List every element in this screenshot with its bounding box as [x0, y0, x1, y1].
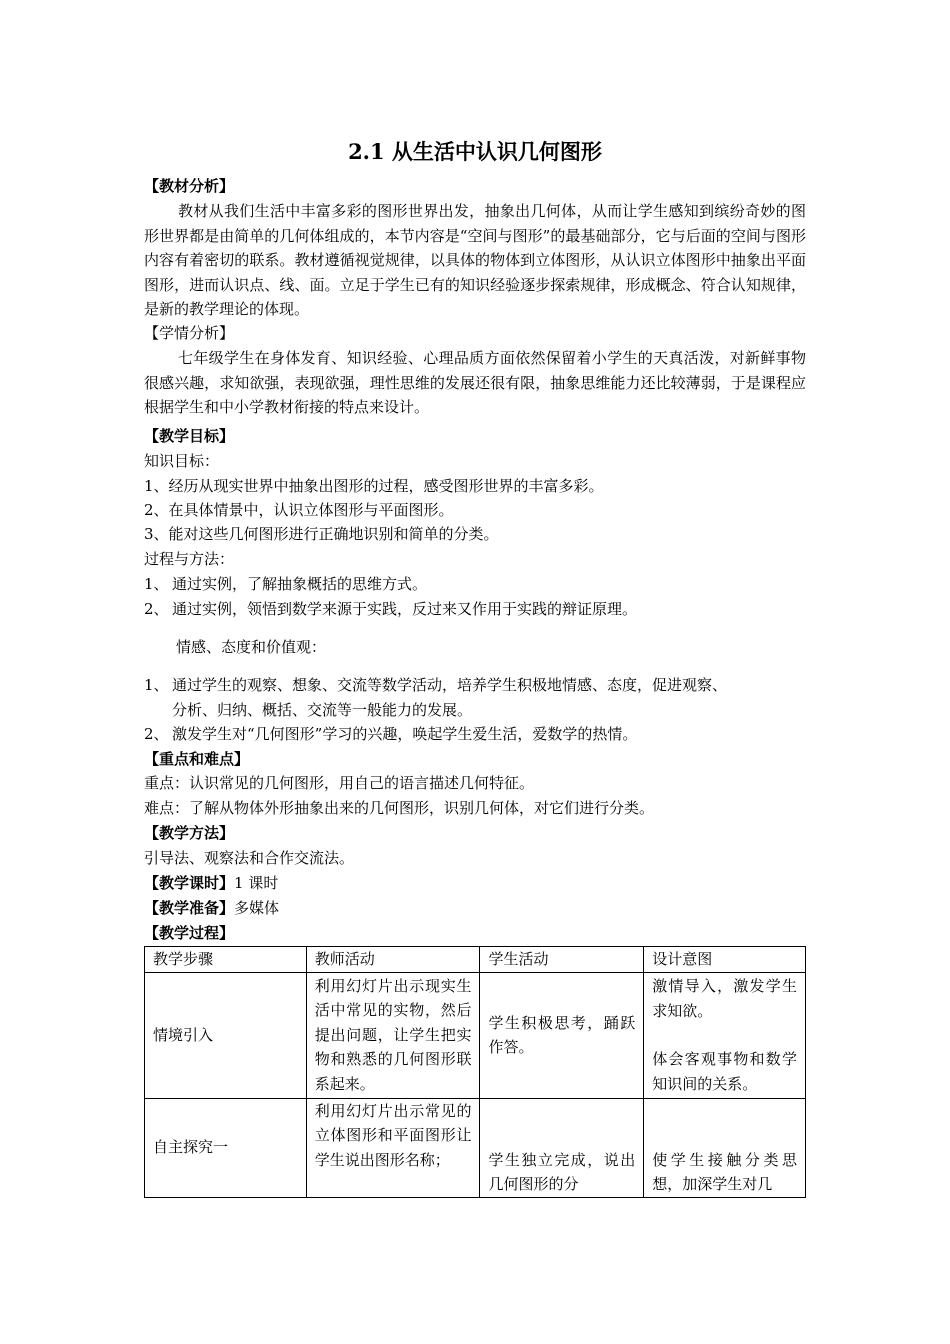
item-number: 2、 — [144, 600, 169, 618]
key-point: 重点：认识常见的几何图形，用自己的语言描述几何特征。 — [144, 774, 535, 792]
emotion-item-continuation: 分析、归纳、概括、交流等一般能力的发展。 — [172, 701, 473, 719]
hours-heading: 【教学课时】 — [144, 874, 235, 892]
emotion-item — [144, 673, 727, 697]
table-header-cell: 教学步骤 — [145, 947, 307, 973]
item-number: 1、 — [144, 575, 169, 593]
analysis-text: 教材从我们生活中丰富多彩的图形世界出发，抽象出几何体，从而让学生感知到缤纷奇妙的图形世界都是由简单的几何体组成的，本节内容是“空间与图形”的最基础部分，它与后面的空间与图形内容有着密切的联系。教材遵循视觉规律，以具体的物体到立体图形，从认识立体图形中抽象出平面图形，进而认识点、线、面。立足于学生已有的知识经验逐步探索规律，形成概念、符合认知规律，是新的教学理论的体现。 — [144, 202, 806, 318]
process-item — [144, 597, 637, 621]
analysis-heading: 【教材分析】 — [144, 177, 235, 195]
prep-line — [144, 896, 279, 920]
item-text: 激发学生对“几何图形”学习的兴趣，唤起学生爱生活，爱数学的热情。 — [172, 725, 638, 743]
table-header-cell: 学生活动 — [480, 947, 644, 973]
difficult-point: 难点：了解从物体外形抽象出来的几何图形，识别几何体，对它们进行分类。 — [144, 799, 655, 817]
intent-text: 激情导入，激发学生求知欲。 — [652, 977, 797, 1020]
process-label: 过程与方法： — [144, 550, 235, 568]
item-number: 2、 — [144, 725, 169, 743]
process-item — [144, 572, 427, 596]
emotion-label: 情感、态度和价值观： — [176, 638, 327, 656]
teaching-process-table — [144, 946, 806, 1198]
knowledge-item: 1、经历从现实世界中抽象出图形的过程，感受图形世界的丰富多彩。 — [144, 477, 604, 495]
goals-heading: 【教学目标】 — [144, 427, 235, 445]
page-title: 2.1 从生活中认识几何图形 — [348, 139, 602, 164]
intent-text: 体会客观事物和数学知识间的关系。 — [652, 1050, 797, 1093]
table-row — [145, 1098, 806, 1197]
table-cell-student: 学生积极思考，踊跃作答。 — [480, 972, 644, 1098]
method-text: 引导法、观察法和合作交流法。 — [144, 849, 355, 867]
table-cell-intent — [644, 1098, 806, 1197]
prep-heading: 【教学准备】 — [144, 899, 235, 917]
table-header-cell: 教师活动 — [306, 947, 480, 973]
table-cell-intent — [644, 972, 806, 1098]
prep-text: 多媒体 — [234, 899, 280, 917]
item-text: 通过实例，领悟到数学来源于实践，反过来又作用于实践的辩证原理。 — [172, 600, 638, 618]
hours-line — [144, 871, 278, 895]
intent-text: 使学生接触分类思想，加深学生对几 — [652, 1150, 797, 1193]
student-heading: 【学情分析】 — [144, 324, 235, 342]
hours-text: 1 课时 — [234, 874, 279, 892]
student-text: 学生独立完成，说出几何图形的分 — [488, 1150, 636, 1193]
knowledge-label: 知识目标： — [144, 452, 220, 470]
table-cell-teacher: 利用幻灯片出示常见的立体图形和平面图形让学生说出图形名称； — [306, 1098, 480, 1197]
knowledge-item: 2、在具体情景中，认识立体图形与平面图形。 — [144, 501, 454, 519]
table-header-row — [145, 947, 806, 973]
knowledge-item: 3、能对这些几何图形进行正确地识别和简单的分类。 — [144, 525, 499, 543]
student-text: 七年级学生在身体发育、知识经验、心理品质方面依然保留着小学生的天真活泼，对新鲜事物很感兴趣，求知欲强，表现欲强，理性思维的发展还很有限，抽象思维能力还比较薄弱，于是课程应根据学生和中小学教材衔接的特点来设计。 — [144, 349, 806, 416]
table-cell-step: 情境引入 — [145, 972, 307, 1098]
table-cell-teacher: 利用幻灯片出示现实生活中常见的实物，然后提出问题，让学生把实物和熟悉的几何图形联系起来。 — [306, 972, 480, 1098]
table-row — [145, 972, 806, 1098]
table-header-cell: 设计意图 — [644, 947, 806, 973]
emotion-item — [144, 722, 637, 746]
item-number: 1、 — [144, 676, 169, 694]
table-cell-step: 自主探究一 — [145, 1098, 307, 1197]
process-heading: 【教学过程】 — [144, 924, 235, 942]
item-text: 通过实例，了解抽象概括的思维方式。 — [172, 575, 428, 593]
item-text: 通过学生的观察、想象、交流等数学活动，培养学生积极地情感、态度，促进观察、 — [172, 676, 728, 694]
table-cell-student — [480, 1098, 644, 1197]
key-heading: 【重点和难点】 — [144, 750, 250, 768]
method-heading: 【教学方法】 — [144, 824, 235, 842]
